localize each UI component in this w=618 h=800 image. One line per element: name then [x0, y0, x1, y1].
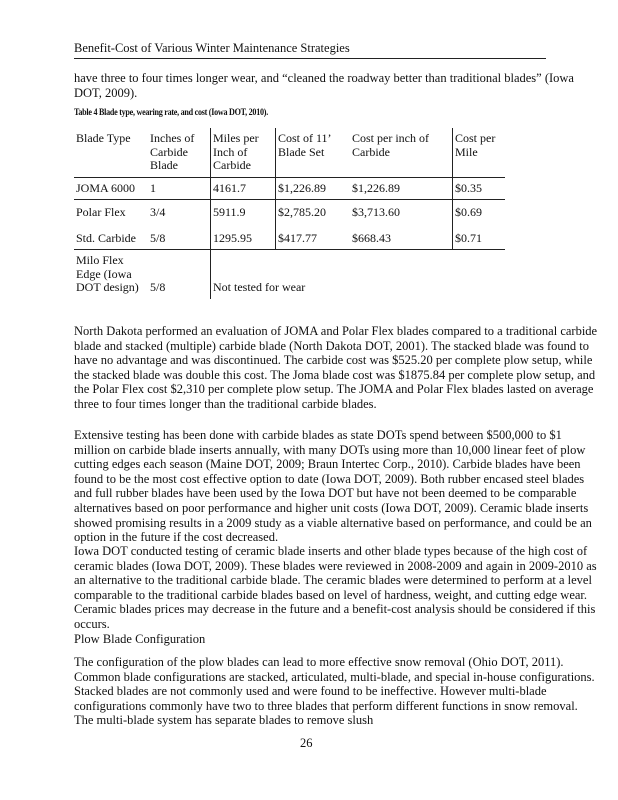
cell: JOMA 6000	[74, 177, 148, 200]
header-blade-set-cost: Cost of 11’ Blade Set	[276, 128, 351, 177]
table-row	[74, 224, 505, 250]
cell: $1,226.89	[276, 177, 351, 200]
header-miles-per-inch: Miles per Inch of Carbide	[211, 128, 276, 177]
table-row	[74, 250, 505, 299]
table-caption: Table 4 Blade type, wearing rate, and cost (Iowa DOT, 2010).	[74, 107, 268, 117]
cell: $0.35	[453, 177, 506, 200]
cell: $3,713.60	[352, 205, 400, 219]
section-heading: Plow Blade Configuration	[74, 632, 206, 646]
untested-note: Not tested for wear	[211, 250, 506, 299]
cell: Polar Flex	[76, 205, 126, 219]
running-header: Benefit-Cost of Various Winter Maintenance Strategies	[74, 41, 350, 55]
header-inches: Inches of Carbide Blade	[148, 128, 211, 177]
table-row	[74, 177, 505, 200]
table-header-row	[74, 128, 505, 177]
header-blade-type: Blade Type	[74, 128, 148, 177]
cell: $0.69	[453, 200, 506, 224]
cell: $2,785.20	[276, 200, 351, 224]
paragraph-ceramic: Iowa DOT conducted testing of ceramic blade inserts and other blade types because of the high cost of ceramic blades (Iowa DOT, 2009). These blades were reviewed in 2008-2009 and again in 2009-2010 as an alternative to the traditional carbide blade. The ceramic blades were determined to perform at a level comparable to the traditional carbide blades based on level of hardness, weight, and cutting edge wear. Ceramic blades prices may decrease in the future and a benefit-cost analysis should be considered if this occurs.	[74, 544, 597, 631]
table-row	[74, 200, 505, 224]
cell: 5/8	[150, 280, 166, 294]
cell: 1295.95	[211, 224, 276, 250]
page-number: 26	[300, 736, 313, 750]
cell: $668.43	[350, 224, 453, 250]
cell: $417.77	[276, 224, 351, 250]
intro-paragraph: have three to four times longer wear, and “cleaned the roadway better than traditional blades” (Iowa DOT, 2009).	[74, 71, 574, 100]
cell: Std. Carbide	[74, 224, 148, 250]
cell: 5/8	[148, 224, 211, 250]
header-rule	[74, 58, 546, 59]
cell: 4161.7	[211, 177, 276, 200]
paragraph-carbide-testing: Extensive testing has been done with carbide blades as state DOTs spend between $500,000 to $1 million on carbide blade inserts annually, with many DOTs using more than 10,000 linear feet of plow cutting edges each season (Maine DOT, 2009; Braun Intertec Corp., 2010). Carbide blades have been found to be the most cost effective option to date (Iowa DOT, 2009). Both rubber encased steel blades and full rubber blades have been used by the Iowa DOT but have not been deemed to be comparable alternatives based on poor performance and higher unit costs (Iowa DOT, 2009). Ceramic blade inserts showed promising results in a 2009 study as a viable alternative based on performance, and could be an option in the future if the cost decreased.	[74, 428, 592, 545]
cell: 3/4	[150, 205, 166, 219]
cell: 1	[148, 177, 211, 200]
cell: $0.71	[453, 224, 506, 250]
cell: 5911.9	[211, 200, 276, 224]
header-cost-per-inch: Cost per inch of Carbide	[350, 128, 453, 177]
paragraph-configuration: The configuration of the plow blades can lead to more effective snow removal (Ohio DOT, 2011). Common blade configurations are stacked, articulated, multi-blade, and special in-house configurations. Stacked blades are not commonly used and were found to be ineffective. However multi-blade configurations commonly have two to three blades that perform different functions in snow removal. The multi-blade system has separate blades to remove slush	[74, 655, 595, 728]
blade-table	[74, 128, 505, 299]
cell: Milo Flex Edge (Iowa DOT design)	[76, 253, 139, 294]
header-cost-per-mile: Cost per Mile	[453, 128, 506, 177]
paragraph-north-dakota: North Dakota performed an evaluation of JOMA and Polar Flex blades compared to a traditional carbide blade and stacked (multiple) carbide blade (North Dakota DOT, 2001). The stacked blade was found to have no advantage and was discontinued. The carbide cost was $525.20 per complete plow setup, while the stacked blade was double this cost. The Joma blade cost was $1875.84 per complete plow setup, and the Polar Flex cost $2,310 per complete plow setup. The JOMA and Polar Flex blades lasted on average three to four times longer than the traditional carbide blades.	[74, 324, 598, 411]
cell: $1,226.89	[350, 177, 453, 200]
